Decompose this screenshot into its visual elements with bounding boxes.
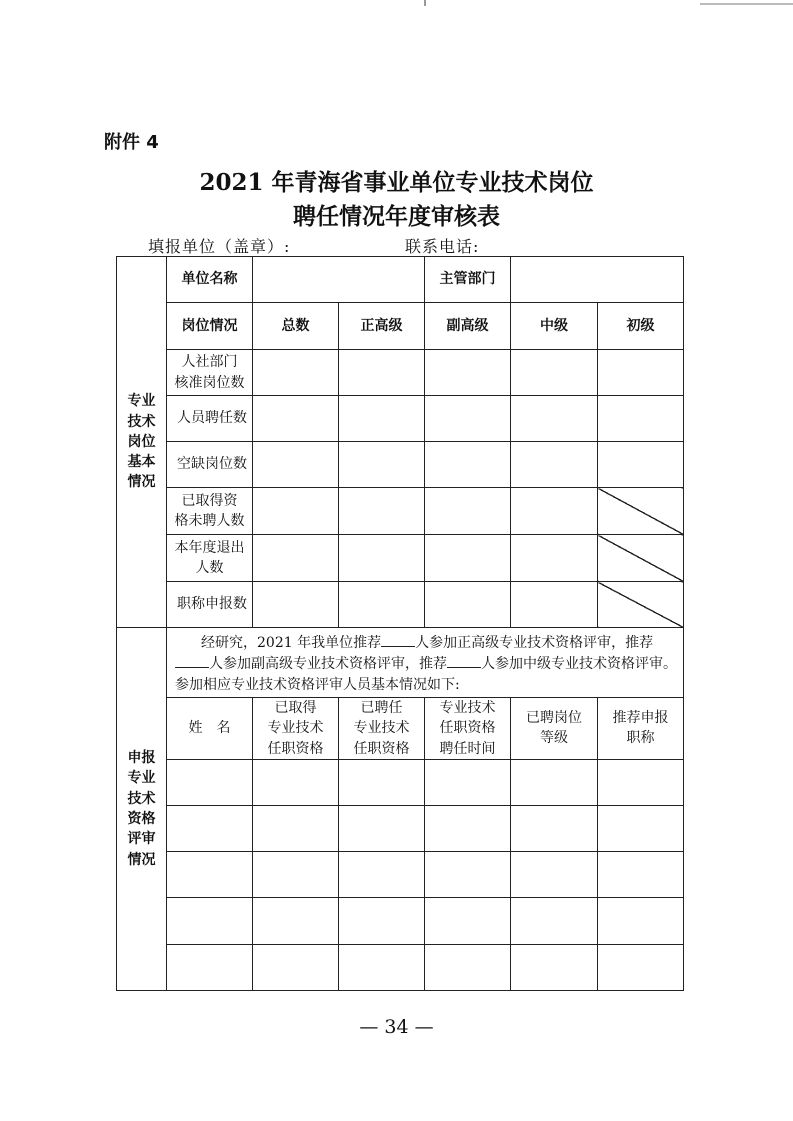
para-text-4: 人参加中级专业技术资格评审。参加相应专业技术资格评审人员基本情况如下: xyxy=(175,656,677,693)
post-cell[interactable] xyxy=(598,350,684,396)
post-cell[interactable] xyxy=(425,442,511,488)
phone-label: 联系电话: xyxy=(405,237,480,256)
post-cell xyxy=(598,488,684,535)
fill-unit-label: 填报单位（盖章）: xyxy=(148,237,291,256)
applicant-cell[interactable] xyxy=(598,897,684,944)
post-cell[interactable] xyxy=(253,535,339,582)
applicant-cell[interactable] xyxy=(425,805,511,851)
post-cell[interactable] xyxy=(598,396,684,442)
applicant-row xyxy=(117,897,684,944)
applicant-col-header: 推荐申报 职称 xyxy=(598,697,684,759)
post-cell[interactable] xyxy=(253,442,339,488)
applicant-row xyxy=(117,851,684,897)
applicant-col-header: 已聘任 专业技术 任职资格 xyxy=(339,697,425,759)
applicant-cell[interactable] xyxy=(253,851,339,897)
post-cell[interactable] xyxy=(425,535,511,582)
scan-mark xyxy=(424,0,426,6)
post-row-label: 人社部门 核准岗位数 xyxy=(167,350,253,396)
post-cell[interactable] xyxy=(598,442,684,488)
post-col-header: 中级 xyxy=(511,303,598,350)
applicant-cell[interactable] xyxy=(339,805,425,851)
post-cell[interactable] xyxy=(511,582,598,628)
post-cell[interactable] xyxy=(511,535,598,582)
applicant-cell[interactable] xyxy=(167,851,253,897)
count-blank-deputy[interactable] xyxy=(175,653,209,668)
post-cell[interactable] xyxy=(339,582,425,628)
applicant-cell[interactable] xyxy=(253,944,339,990)
applicant-header-row xyxy=(117,697,684,759)
post-row xyxy=(117,535,684,582)
applicant-cell[interactable] xyxy=(511,944,598,990)
post-row-label: 本年度退出 人数 xyxy=(167,535,253,582)
applicant-cell[interactable] xyxy=(511,851,598,897)
applicant-cell[interactable] xyxy=(253,805,339,851)
applicant-cell[interactable] xyxy=(598,944,684,990)
para-text-3: 人参加副高级专业技术资格评审，推荐 xyxy=(209,656,447,673)
count-blank-senior[interactable] xyxy=(381,632,415,647)
post-row-label: 空缺岗位数 xyxy=(167,442,253,488)
post-cell[interactable] xyxy=(253,582,339,628)
unit-name-field[interactable] xyxy=(253,257,425,303)
post-header-row xyxy=(117,303,684,350)
supervisor-field[interactable] xyxy=(511,257,684,303)
unit-row xyxy=(117,257,684,303)
section1-label: 专业 技术 岗位 基本 情况 xyxy=(117,257,167,628)
page-number: — 34 — xyxy=(359,1016,434,1038)
applicant-cell[interactable] xyxy=(511,759,598,805)
para-text-1: 经研究，2021 年我单位推荐 xyxy=(201,635,382,651)
applicant-cell[interactable] xyxy=(167,805,253,851)
post-row-label: 职称申报数 xyxy=(167,582,253,628)
post-row xyxy=(117,442,684,488)
applicant-cell[interactable] xyxy=(167,759,253,805)
applicant-cell[interactable] xyxy=(253,759,339,805)
applicant-cell[interactable] xyxy=(511,897,598,944)
applicant-cell[interactable] xyxy=(425,851,511,897)
scan-edge xyxy=(700,3,793,5)
post-row xyxy=(117,582,684,628)
post-row xyxy=(117,350,684,396)
supervisor-label: 主管部门 xyxy=(425,257,511,303)
applicant-cell[interactable] xyxy=(425,944,511,990)
applicant-cell[interactable] xyxy=(425,897,511,944)
post-cell[interactable] xyxy=(253,350,339,396)
recommend-paragraph-row xyxy=(117,628,684,698)
post-status-label: 岗位情况 xyxy=(167,303,253,350)
post-cell[interactable] xyxy=(425,582,511,628)
recommend-paragraph xyxy=(167,628,684,698)
applicant-cell[interactable] xyxy=(339,897,425,944)
post-cell[interactable] xyxy=(339,396,425,442)
applicant-cell[interactable] xyxy=(167,944,253,990)
applicant-row xyxy=(117,944,684,990)
post-cell[interactable] xyxy=(511,396,598,442)
post-cell[interactable] xyxy=(339,350,425,396)
post-cell[interactable] xyxy=(339,535,425,582)
applicant-col-header: 姓 名 xyxy=(167,697,253,759)
applicant-row xyxy=(117,805,684,851)
applicant-cell[interactable] xyxy=(598,851,684,897)
section2-label: 申报 专业 技术 资格 评审 情况 xyxy=(117,628,167,991)
post-cell[interactable] xyxy=(511,350,598,396)
post-row-label: 已取得资 格未聘人数 xyxy=(167,488,253,535)
post-cell xyxy=(598,582,684,628)
post-col-header: 总数 xyxy=(253,303,339,350)
applicant-col-header: 已取得 专业技术 任职资格 xyxy=(253,697,339,759)
post-cell[interactable] xyxy=(339,442,425,488)
applicant-cell[interactable] xyxy=(167,897,253,944)
post-row xyxy=(117,488,684,535)
applicant-col-header: 已聘岗位 等级 xyxy=(511,697,598,759)
attachment-label: 附件 4 xyxy=(104,132,159,153)
applicant-cell[interactable] xyxy=(339,851,425,897)
review-table xyxy=(116,256,684,991)
applicant-cell[interactable] xyxy=(598,759,684,805)
post-cell[interactable] xyxy=(425,350,511,396)
post-row xyxy=(117,396,684,442)
post-col-header: 初级 xyxy=(598,303,684,350)
post-cell xyxy=(598,535,684,582)
applicant-col-header: 专业技术 任职资格 聘任时间 xyxy=(425,697,511,759)
post-cell[interactable] xyxy=(339,488,425,535)
unit-name-label: 单位名称 xyxy=(167,257,253,303)
post-cell[interactable] xyxy=(253,396,339,442)
post-col-header: 副高级 xyxy=(425,303,511,350)
post-cell[interactable] xyxy=(253,488,339,535)
post-col-header: 正高级 xyxy=(339,303,425,350)
applicant-row xyxy=(117,759,684,805)
applicant-cell[interactable] xyxy=(253,897,339,944)
title-line-2: 聘任情况年度审核表 xyxy=(293,203,500,230)
post-cell[interactable] xyxy=(511,442,598,488)
applicant-cell[interactable] xyxy=(598,805,684,851)
para-text-2: 人参加正高级专业技术资格评审，推荐 xyxy=(415,635,654,651)
applicant-cell[interactable] xyxy=(511,805,598,851)
title-line-1: 2021 年青海省事业单位专业技术岗位 xyxy=(199,169,594,196)
applicant-cell[interactable] xyxy=(339,759,425,805)
post-cell[interactable] xyxy=(511,488,598,535)
applicant-cell[interactable] xyxy=(425,759,511,805)
post-row-label: 人员聘任数 xyxy=(167,396,253,442)
post-cell[interactable] xyxy=(425,488,511,535)
applicant-cell[interactable] xyxy=(339,944,425,990)
post-cell[interactable] xyxy=(425,396,511,442)
count-blank-intermediate[interactable] xyxy=(447,653,481,668)
